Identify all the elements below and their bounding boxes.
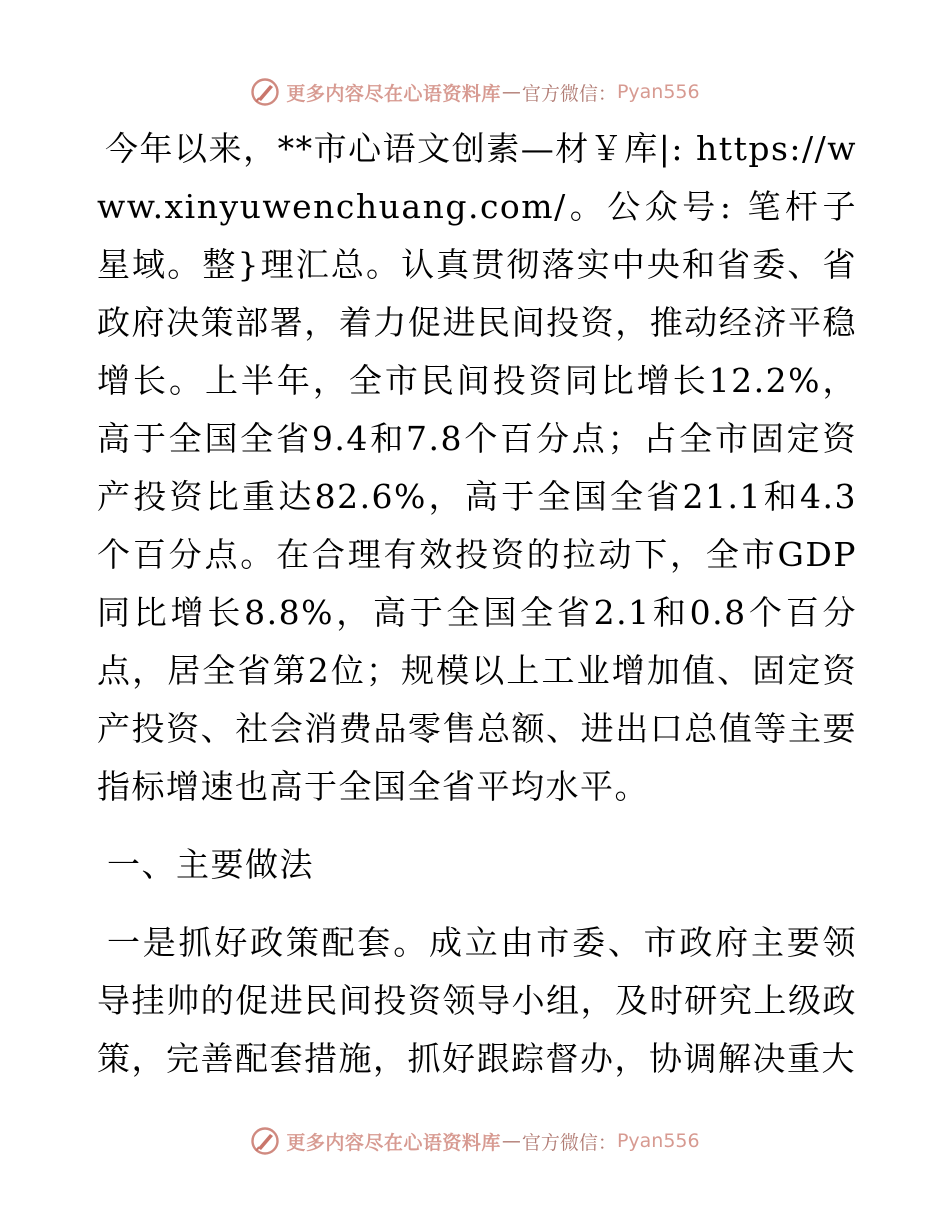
watermark-dash: —: [501, 1130, 521, 1152]
document-body: [97, 120, 857, 1088]
quill-pen-circle-icon: [250, 1126, 280, 1156]
section-heading: 一、主要做法: [107, 845, 314, 884]
watermark-wechat-id: Pyan556: [616, 81, 700, 103]
watermark-text: 更多内容尽在心语资料库: [286, 1131, 501, 1154]
top-watermark-banner: [0, 72, 950, 112]
watermark-wechat-label: 官方微信：: [521, 82, 617, 105]
quill-pen-circle-icon: [250, 77, 280, 107]
watermark-dash: —: [501, 81, 521, 103]
watermark-text: 更多内容尽在心语资料库: [286, 82, 501, 105]
watermark-wechat-id: Pyan556: [616, 1130, 700, 1152]
body-paragraph-2: 一是抓好政策配套。成立由市委、市政府主要领导挂帅的促进民间投资领导小组，及时研究上级政策，完善配套措施，抓好跟踪督办，协调解决重大: [97, 923, 857, 1078]
body-paragraph-1: 今年以来，**市心语文创素—材￥库|: https://www.xinyuwenchuang.com/。公众号: 笔杆子星域。整}理汇总。认真贯彻落实中央和省委、省政府决策部署，着力促进民间投资，推动经济平稳增长。上半年，全市民间投资同比增长12.2%，高于全国全省9.4和7.8个百分点；占全市固定资产投资比重达82.6%，高于全国全省21.1和4.3个百分点。在合理有效投资的拉动下，全市GDP同比增长8.8%，高于全国全省2.1和0.8个百分点，居全省第2位；规模以上工业增加值、固定资产投资、社会消费品零售总额、进出口总值等主要指标增速也高于全国全省平均水平。: [97, 129, 857, 806]
watermark-wechat-label: 官方微信：: [521, 1131, 617, 1154]
bottom-watermark-banner: [0, 1121, 950, 1161]
